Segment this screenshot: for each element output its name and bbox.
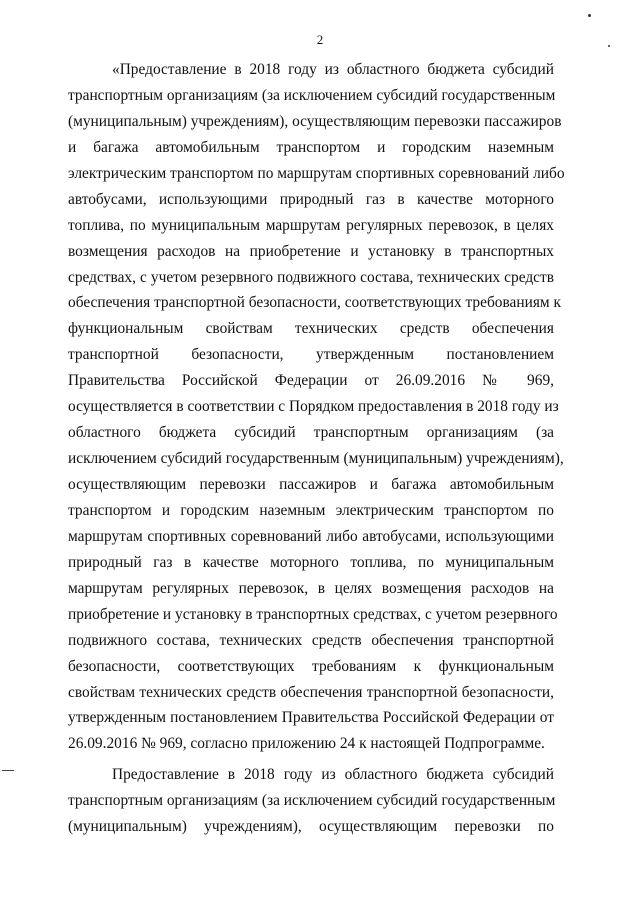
text-line: природный газ в качестве моторного топлива, по муниципальным	[68, 553, 554, 571]
text-line: утвержденным постановлением Правительства Российской Федерации от	[68, 709, 554, 727]
text-line: осуществляется в соответствии с Порядком предоставления в 2018 году из	[68, 398, 559, 416]
text-line: приобретение и установку в транспортных средствах, с учетом резервного	[68, 605, 558, 623]
text-line: транспортом и городским наземным электрическим транспортом по	[68, 501, 554, 519]
text-line: транспортной безопасности, утвержденным постановлением	[68, 346, 554, 364]
text-line: подвижного состава, технических средств обеспечения транспортной	[68, 631, 554, 649]
text-line: (муниципальным) учреждениям), осуществляющим перевозки пассажиров	[68, 112, 562, 130]
text-line: функциональным свойствам технических средств обеспечения	[68, 320, 554, 338]
text-line: и багажа автомобильным транспортом и городским наземным	[68, 138, 554, 156]
page-number: 2	[316, 32, 324, 47]
scan-speck	[608, 45, 610, 47]
text-line: исключением субсидий государственным (муниципальным) учреждениям),	[68, 450, 564, 468]
text-line: топлива, по муниципальным маршрутам регулярных перевозок, в целях	[68, 216, 554, 234]
text-line: транспортным организациям (за исключением субсидий государственным	[68, 86, 556, 104]
text-line: «Предоставление в 2018 году из областного бюджета субсидий	[112, 61, 554, 78]
text-line: транспортным организациям (за исключением субсидий государственным	[68, 791, 556, 809]
paragraph-2	[68, 762, 554, 840]
text-line: областного бюджета субсидий транспортным организациям (за	[68, 424, 554, 442]
text-line: Правительства Российской Федерации от 26.09.2016 № 969,	[68, 372, 554, 390]
text-line: средствах, с учетом резервного подвижного состава, технических средств	[68, 268, 554, 286]
text-line: (муниципальным) учреждениям), осуществляющим перевозки по	[68, 817, 554, 835]
paragraph-1	[68, 57, 565, 757]
text-line: обеспечения транспортной безопасности, соответствующих требованиям к	[68, 294, 561, 312]
text-line: маршрутам спортивных соревнований либо автобусами, использующими	[68, 527, 554, 545]
text-line: безопасности, соответствующих требованиям к функциональным	[68, 657, 554, 675]
text-line: возмещения расходов на приобретение и установку в транспортных	[68, 242, 554, 260]
text-line: осуществляющим перевозки пассажиров и багажа автомобильным	[68, 476, 554, 493]
text-line: свойствам технических средств обеспечения транспортной безопасности,	[68, 683, 554, 701]
margin-mark	[2, 770, 14, 771]
text-line: маршрутам регулярных перевозок, в целях возмещения расходов на	[68, 579, 554, 597]
text-line: автобусами, использующими природный газ в качестве моторного	[68, 190, 554, 208]
text-line: электрическим транспортом по маршрутам спортивных соревнований либо	[68, 164, 565, 182]
text-line: 26.09.2016 № 969, согласно приложению 24 к настоящей Подпрограмме.	[68, 735, 545, 753]
text-line: Предоставление в 2018 году из областного бюджета субсидий	[112, 766, 554, 783]
scan-speck	[588, 14, 591, 17]
